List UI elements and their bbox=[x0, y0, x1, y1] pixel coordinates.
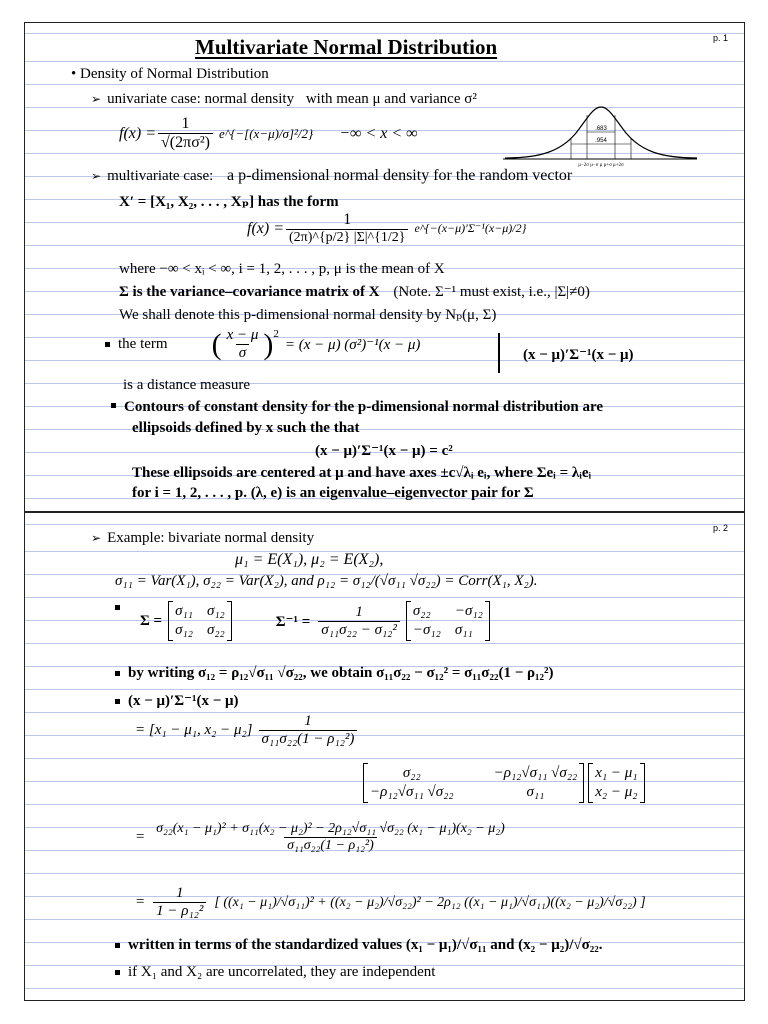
equation-1-fraction bbox=[259, 713, 358, 748]
quad-form-line bbox=[115, 691, 239, 710]
denote-line: We shall denote this p-dimensional normal density by Nₚ(μ, Σ) bbox=[119, 307, 497, 323]
contours-line-2: ellipsoids defined by x such the that bbox=[132, 420, 360, 436]
sigma-line: Σ is the variance–covariance matrix of X bbox=[119, 284, 380, 300]
fraction-numerator: 1 bbox=[343, 211, 352, 228]
matrix-cell: σ₁₁ bbox=[526, 784, 545, 800]
square-bullet-icon bbox=[115, 699, 120, 704]
equation-2-fraction bbox=[153, 821, 508, 854]
contours-line-1 bbox=[111, 399, 603, 416]
term-label: the term bbox=[118, 336, 168, 352]
square-bullet-icon bbox=[115, 943, 120, 948]
paren-open: ( bbox=[211, 327, 222, 361]
fraction-denominator: σ₁₁σ₂₂ − σ₁₂² bbox=[318, 621, 400, 639]
bell-curve-figure bbox=[501, 101, 701, 167]
uncorrelated-text: if X₁ and X₂ are uncorrelated, they are independent bbox=[128, 964, 436, 980]
paren-close: ) bbox=[263, 327, 274, 361]
fraction-numerator: 1 bbox=[304, 713, 312, 729]
fraction-numerator: 1 bbox=[176, 885, 184, 901]
sigma-definition-line: σ₁₁ = Var(X₁), σ₂₂ = Var(X₂), and ρ₁₂ = σ₁₂/(√σ₁₁ √σ₂₂) = Corr(X₁, X₂). bbox=[115, 573, 538, 589]
arrow-bullet-icon: ➢ bbox=[91, 92, 102, 106]
mu-line: μ₁ = E(X₁), μ₂ = E(X₂), bbox=[235, 551, 384, 568]
fraction-numerator: 1 bbox=[181, 115, 190, 132]
standardized-line bbox=[115, 937, 603, 954]
square-bullet-icon bbox=[105, 342, 110, 347]
writing-text: by writing σ₁₂ = ρ₁₂√σ₁₁ √σ₂₂, we obtain σ₁₁σ₂₂ − σ₁₂² = σ₁₁σ₂₂(1 − ρ₁₂²) bbox=[128, 665, 554, 681]
page-number: p. 1 bbox=[712, 33, 728, 43]
sigma-inverse-fraction bbox=[318, 604, 400, 639]
vector-cell: x₂ − μ₂ bbox=[595, 784, 638, 800]
sigma-matrices-row bbox=[115, 601, 490, 641]
square-bullet-icon bbox=[115, 671, 120, 676]
matrix-cell: σ₂₂ bbox=[206, 622, 225, 638]
contours-equation: (x − μ)′Σ⁻¹(x − μ) = c² bbox=[315, 443, 453, 459]
univariate-label: univariate case: normal density bbox=[107, 91, 295, 107]
multivariate-desc: a p-dimensional normal density for the random vector bbox=[227, 167, 573, 184]
fraction-denominator: σ₁₁σ₂₂(1 − ρ₁₂²) bbox=[284, 837, 377, 854]
fraction-denominator: 1 − ρ₁₂² bbox=[153, 902, 206, 920]
multivariate-label: multivariate case: bbox=[107, 168, 214, 184]
matrix-cell: σ₁₂ bbox=[206, 603, 225, 619]
matrix-cell: σ₂₂ bbox=[412, 603, 431, 619]
square-bullet-icon bbox=[115, 970, 120, 975]
square-sup: 2 bbox=[273, 327, 279, 340]
univariate-formula bbox=[119, 115, 418, 152]
arrow-bullet-icon: ➢ bbox=[91, 169, 102, 183]
matrix-cell: σ₁₁ bbox=[175, 603, 193, 619]
matrix-cell: −ρ₁₂√σ₁₁ √σ₂₂ bbox=[370, 784, 454, 800]
example-label: Example: bivariate normal density bbox=[107, 530, 315, 546]
term-vector: (x − μ)′Σ⁻¹(x − μ) bbox=[523, 347, 634, 363]
univariate-line bbox=[91, 91, 477, 108]
fraction-denominator: σ₁₁σ₂₂(1 − ρ₁₂²) bbox=[259, 730, 358, 748]
square-bullet-icon bbox=[115, 605, 120, 610]
sigma-note: (Note. Σ⁻¹ must exist, i.e., |Σ|≠0) bbox=[393, 284, 590, 300]
equation-2 bbox=[135, 821, 510, 854]
term-line bbox=[105, 327, 420, 362]
fraction-denominator: √(2πσ²) bbox=[158, 133, 213, 152]
formula-fraction bbox=[158, 115, 213, 152]
univariate-with: with mean μ and variance σ² bbox=[305, 91, 477, 107]
curve-label-954: .954 bbox=[595, 138, 607, 144]
fraction-numerator: σ₂₂(x₁ − μ₁)² + σ₁₁(x₂ − μ₂)² − 2ρ₁₂√σ₁₁ √σ₂₂ (x₁ − μ₁)(x₂ − μ₂) bbox=[156, 821, 505, 836]
matrix-cell: −σ₁₂ bbox=[412, 622, 441, 638]
equals-sign: = bbox=[135, 829, 146, 845]
equals-sign: = bbox=[135, 894, 146, 910]
correlation-matrix bbox=[363, 763, 584, 803]
matrix-cell: σ₁₂ bbox=[175, 622, 193, 638]
example-line bbox=[91, 530, 314, 547]
contours-text-1: Contours of constant density for the p-dimensional normal distribution are bbox=[124, 399, 604, 415]
ellipsoid-line-2: for i = 1, 2, . . . , p. (λ, e) is an eigenvalue–eigenvector pair for Σ bbox=[132, 485, 534, 501]
equation-3 bbox=[135, 885, 646, 920]
formula-fraction bbox=[286, 211, 408, 246]
matrix-cell: σ₁₁ bbox=[454, 622, 473, 638]
term-formula: = (x − μ) (σ²)⁻¹(x − μ) bbox=[284, 337, 421, 353]
writing-line bbox=[115, 665, 554, 682]
fraction-denominator: (2π)^{p/2} |Σ|^{1/2} bbox=[286, 229, 408, 246]
ellipsoid-line-1: These ellipsoids are centered at μ and have axes ±c√λᵢ eᵢ, where Σeᵢ = λᵢeᵢ bbox=[132, 465, 592, 481]
equation-1 bbox=[135, 713, 359, 748]
divider-line bbox=[498, 333, 500, 373]
sigma-lhs: Σ = bbox=[140, 612, 163, 629]
fraction-numerator: 1 bbox=[355, 603, 363, 620]
page-title: Multivariate Normal Distribution bbox=[195, 35, 498, 59]
sigma-note-line bbox=[119, 282, 590, 301]
quad-form-text: (x − μ)′Σ⁻¹(x − μ) bbox=[128, 693, 239, 709]
formula-range: −∞ < x < ∞ bbox=[339, 124, 418, 142]
equation-3-body: [ ((x₁ − μ₁)/√σ₁₁)² + ((x₂ − μ₂)/√σ₂₂)² − 2ρ₁₂ ((x₁ − μ₁)/√σ₁₁)((x₂ − μ₂)/√σ₂₂) ] bbox=[214, 894, 646, 910]
standardized-text: written in terms of the standardized values (x₁ − μ₁)/√σ₁₁ and (x₂ − μ₂)/√σ₂₂. bbox=[128, 937, 603, 953]
formula-lhs: f(x) = bbox=[247, 219, 284, 237]
multivariate-formula bbox=[247, 211, 526, 246]
equation-3-fraction bbox=[153, 885, 206, 920]
sigma-inverse-lhs: Σ⁻¹ = bbox=[275, 613, 311, 630]
page-number: p. 2 bbox=[712, 523, 728, 533]
formula-exponent: e^{−[(x−μ)/σ]²/2} bbox=[218, 125, 314, 141]
slide-page-1 bbox=[24, 22, 745, 512]
sigma-inverse-matrix bbox=[406, 601, 490, 641]
arrow-bullet-icon: ➢ bbox=[91, 531, 102, 545]
curve-path bbox=[505, 107, 697, 158]
where-line: where −∞ < xᵢ < ∞, i = 1, 2, . . . , p, μ is the mean of X bbox=[119, 261, 445, 277]
multivariate-line bbox=[91, 167, 572, 185]
square-bullet-icon bbox=[111, 403, 116, 408]
bullet-density: • Density of Normal Distribution bbox=[71, 66, 269, 82]
difference-vector bbox=[588, 763, 644, 803]
uncorrelated-line bbox=[115, 964, 435, 981]
fraction-denominator: σ bbox=[236, 344, 249, 362]
xvec-line: X′ = [X₁, X₂, . . . , Xₚ] has the form bbox=[119, 194, 339, 210]
equation-1-matrix-row bbox=[363, 763, 645, 803]
distance-line: is a distance measure bbox=[123, 377, 251, 393]
formula-lhs: f(x) = bbox=[119, 124, 156, 142]
slide-page-2 bbox=[24, 512, 745, 1001]
curve-axis-labels: μ−2σ μ−σ μ μ+σ μ+2σ bbox=[578, 163, 624, 167]
vector-cell: x₁ − μ₁ bbox=[595, 765, 638, 781]
term-fraction bbox=[224, 327, 262, 362]
sigma-matrix bbox=[168, 601, 232, 641]
curve-label-683: .683 bbox=[595, 126, 607, 132]
formula-exponent: e^{−(x−μ)′Σ⁻¹(x−μ)/2} bbox=[414, 221, 527, 235]
equation-1-prefix: = [x₁ − μ₁, x₂ − μ₂] bbox=[135, 722, 253, 738]
matrix-cell: σ₂₂ bbox=[402, 765, 421, 781]
matrix-cell: −σ₁₂ bbox=[454, 603, 483, 619]
matrix-cell: −ρ₁₂√σ₁₁ √σ₂₂ bbox=[493, 765, 578, 781]
fraction-numerator: x − μ bbox=[226, 327, 259, 343]
